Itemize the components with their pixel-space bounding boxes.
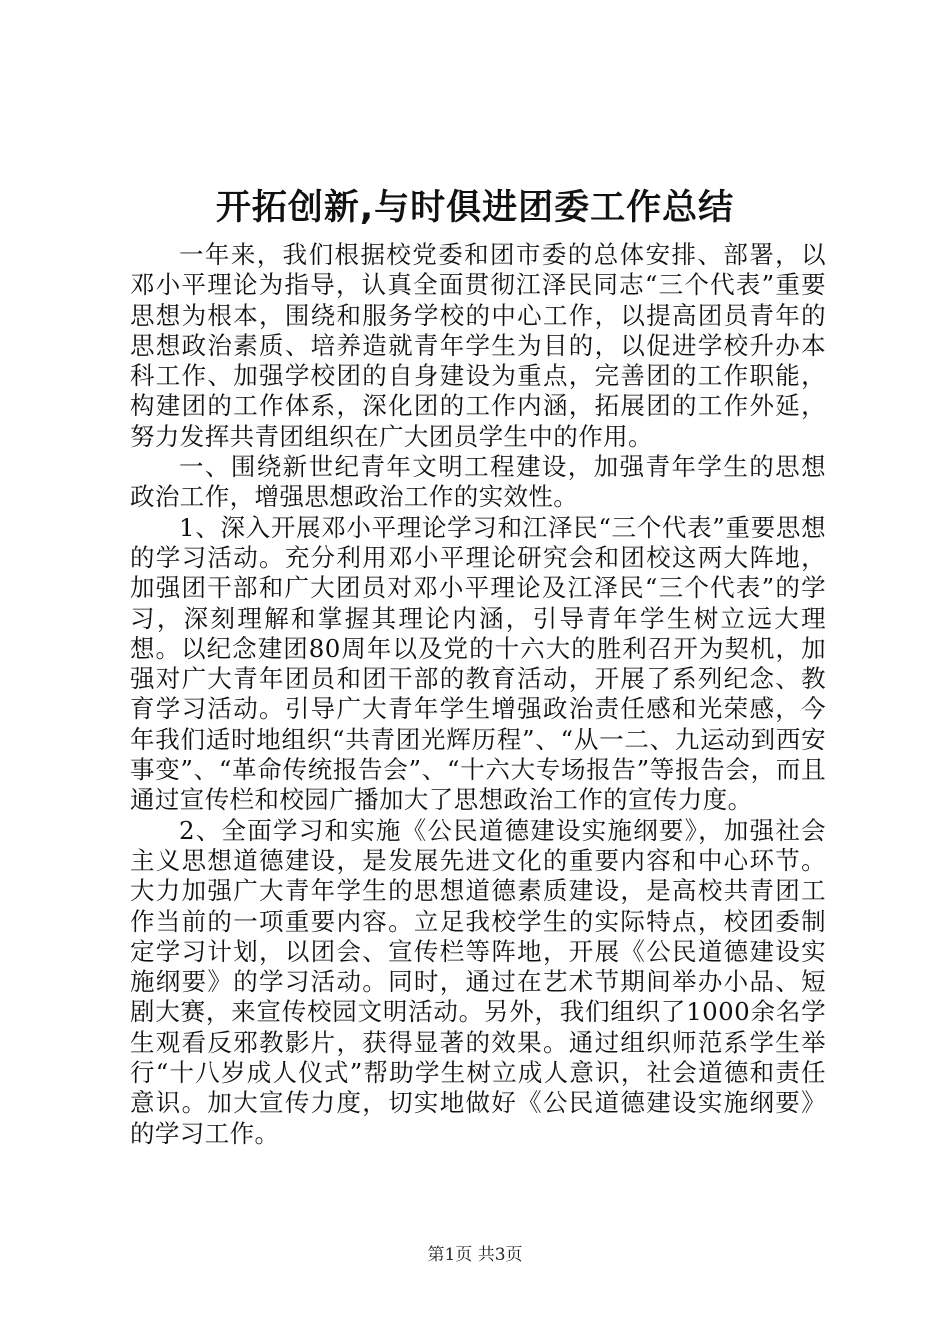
document-title: 开拓创新,与时俱进团委工作总结 <box>215 188 735 228</box>
page-number-footer: 第1页 共3页 <box>427 1245 523 1265</box>
paragraph-item-1: 1、深入开展邓小平理论学习和江泽民“三个代表”重要思想的学习活动。充分利用邓小平理论研究会和团校这两大阵地，加强团干部和广大团员对邓小平理论及江泽民“三个代表”的学习，深刻理解和掌握其理论内涵，引导青年学生树立远大理想。以纪念建团80周年以及党的十六大的胜利召开为契机，加强对广大青年团员和团干部的教育活动，开展了系列纪念、教育学习活动。引导广大青年学生增强政治责任感和光荣感，今年我们适时地组织“共青团光辉历程”、“从一二、九运动到西安事变”、“革命传统报告会”、“十六大专场报告”等报告会，而且通过宣传栏和校园广播加大了思想政治工作的宣传力度。 <box>130 512 826 815</box>
paragraph-intro: 一年来，我们根据校党委和团市委的总体安排、部署，以邓小平理论为指导，认真全面贯彻江泽民同志“三个代表”重要思想为根本，围绕和服务学校的中心工作，以提高团员青年的思想政治素质、培养造就青年学生为目的，以促进学校升办本科工作、加强学校团的自身建设为重点，完善团的工作职能，构建团的工作体系，深化团的工作内涵，拓展团的工作外延，努力发挥共青团组织在广大团员学生中的作用。 <box>130 240 826 451</box>
paragraph-section-1-heading: 一、围绕新世纪青年文明工程建设，加强青年学生的思想政治工作，增强思想政治工作的实效性。 <box>130 452 826 512</box>
paragraph-item-2: 2、全面学习和实施《公民道德建设实施纲要》，加强社会主义思想道德建设，是发展先进文化的重要内容和中心环节。大力加强广大青年学生的思想道德素质建设，是高校共青团工作当前的一项重要内容。立足我校学生的实际特点，校团委制定学习计划，以团会、宣传栏等阵地，开展《公民道德建设实施纲要》的学习活动。同时，通过在艺术节期间举办小品、短剧大赛，来宣传校园文明活动。另外，我们组织了1000余名学生观看反邪教影片，获得显著的效果。通过组织师范系学生举行“十八岁成人仪式”帮助学生树立成人意识，社会道德和责任意识。加大宣传力度，切实地做好《公民道德建设实施纲要》的学习工作。 <box>130 815 826 1148</box>
document-body <box>130 240 826 1149</box>
